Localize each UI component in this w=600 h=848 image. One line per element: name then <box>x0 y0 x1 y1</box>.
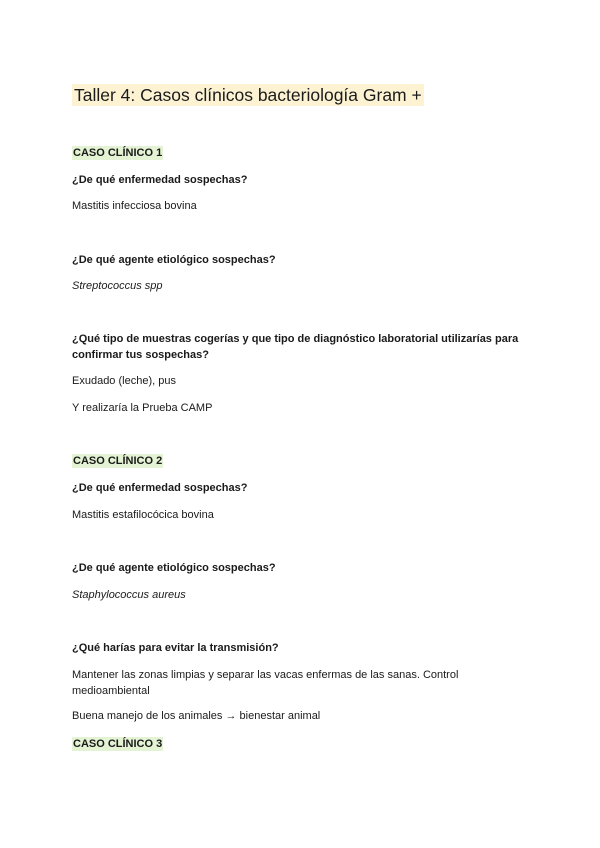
case-1-heading: CASO CLÍNICO 1 <box>73 147 163 159</box>
case-1-question-disease: ¿De qué enfermedad sospechas? <box>72 174 248 186</box>
case-2-answer-measures: Mantener las zonas limpias y separar las vacas enfermas de las sanas. Control medioambiental <box>72 669 459 697</box>
case-2-question-transmission: ¿Qué harías para evitar la transmisión? <box>72 642 279 654</box>
page-title: Taller 4: Casos clínicos bacteriología Gram + <box>74 85 422 105</box>
case-2-answer-disease: Mastitis estafilocócica bovina <box>72 509 214 521</box>
case-2-answer-management: Buena manejo de los animales → bienestar animal <box>72 710 321 722</box>
case-2-question-disease: ¿De qué enfermedad sospechas? <box>72 482 248 494</box>
case-1-question-agent: ¿De qué agente etiológico sospechas? <box>72 254 276 266</box>
case-2-answer-agent: Staphylococcus aureus <box>72 589 186 601</box>
case-1-answer-samples: Exudado (leche), pus <box>72 375 176 387</box>
case-1-answer-test: Y realizaría la Prueba CAMP <box>72 402 213 414</box>
case-1-answer-agent: Streptococcus spp <box>72 280 163 292</box>
case-1-answer-disease: Mastitis infecciosa bovina <box>72 200 197 212</box>
case-2-heading: CASO CLÍNICO 2 <box>73 455 163 467</box>
case-3-heading: CASO CLÍNICO 3 <box>73 738 163 750</box>
case-1-question-diagnosis: ¿Qué tipo de muestras cogerías y que tipo de diagnóstico laboratorial utilizarías para confirmar tus sospechas? <box>72 333 519 361</box>
case-2-question-agent: ¿De qué agente etiológico sospechas? <box>72 562 276 574</box>
